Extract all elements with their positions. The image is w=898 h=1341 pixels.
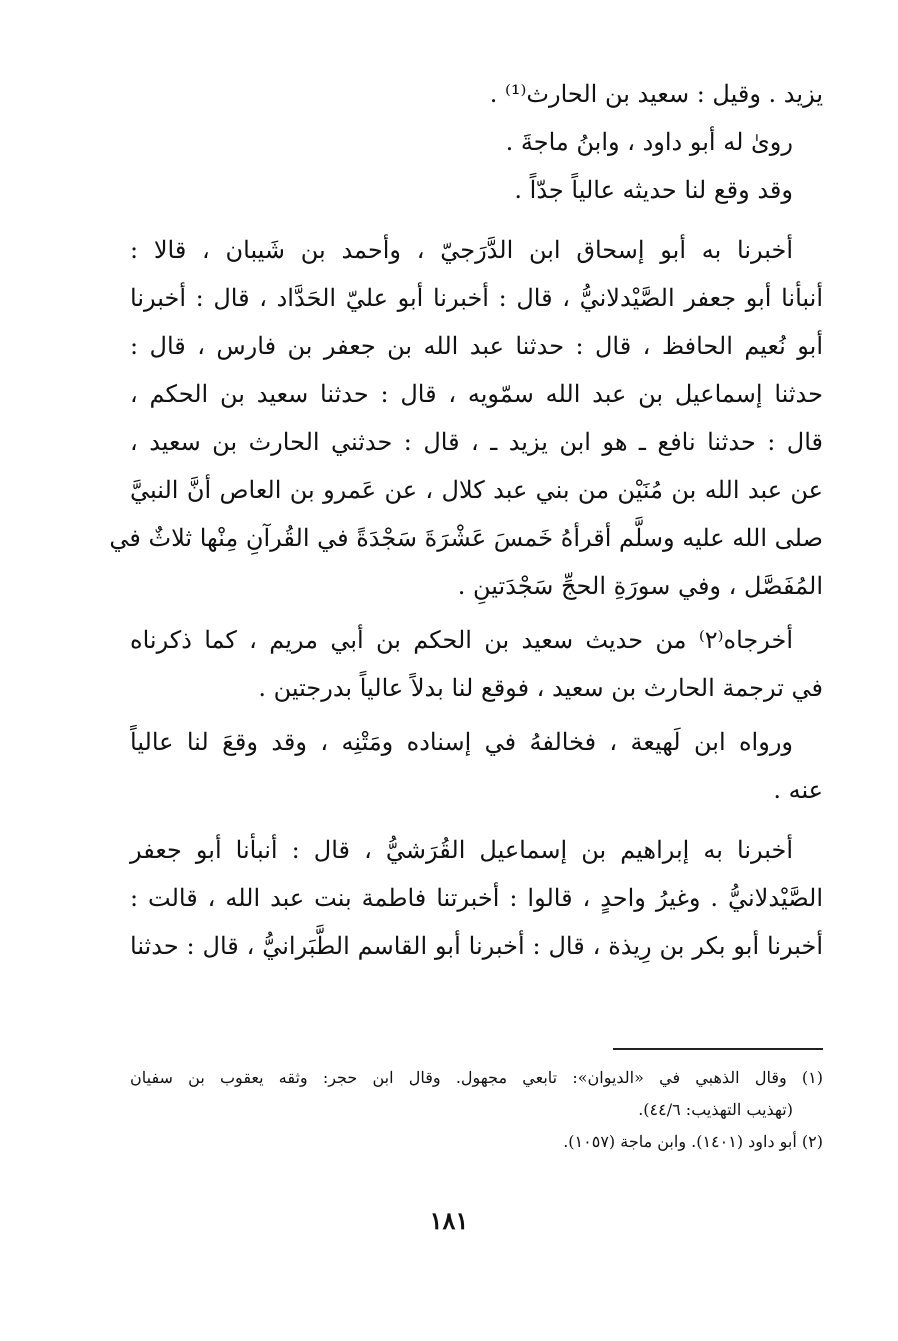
text-line: صلى الله عليه وسلَّم أقرأهُ خَمسَ عَشْرَةَ سَجْدَةً في القُرآنِ مِنْها ثلاثٌ في [109, 524, 823, 552]
text-line: أبو نُعيم الحافظ ، قال : حدثنا عبد الله بن جعفر بن فارس ، قال : [130, 332, 823, 360]
text-line: وقد وقع لنا حديثه عالياً جدّاً . [514, 176, 793, 204]
text-line: ورواه ابن لَهيعة ، فخالفهُ في إسناده ومَتْنِه ، وقد وقعَ لنا عالياً [130, 728, 793, 756]
text-line: المُفَصَّل ، وفي سورَةِ الحجِّ سَجْدَتينِ . [457, 572, 823, 600]
main-text [109, 70, 823, 970]
paragraph-gap [130, 814, 823, 826]
footnotes [130, 1048, 823, 1158]
text-line: قال : حدثنا نافع ـ هو ابن يزيد ـ ، قال : حدثني الحارث بن سعيد ، [130, 428, 823, 456]
footnote-2: (٢) أبو داود (١٤٠١). وابن ماجة (١٠٥٧). [563, 1132, 823, 1151]
text-line: أنبأنا أبو جعفر الصَّيْدلانيُّ ، قال : أخبرنا أبو عليّ الحَدَّاد ، قال : أخبرنا [130, 284, 823, 312]
text-line: يزيد . وقيل : سعيد بن الحارث⁽¹⁾ . [489, 80, 823, 108]
footnote-divider [613, 1048, 823, 1050]
text-line: حدثنا إسماعيل بن عبد الله سمّويه ، قال : حدثنا سعيد بن الحكم ، [130, 380, 823, 408]
text-line: أخبرنا به أبو إسحاق ابن الدَّرَجيّ ، وأحمد بن شَيبان ، قالا : [130, 236, 793, 264]
text-line: أخبرنا أبو بكر بن رِيذة ، قال : أخبرنا أبو القاسم الطَّبَرانيُّ ، قال : حدثنا [130, 932, 823, 960]
text-line: روىٰ له أبو داود ، وابنُ ماجةَ . [505, 128, 793, 156]
footnote-1: (١) وقال الذهبي في «الديوان»: تابعي مجهول. وقال ابن حجر: وثقه يعقوب بن سفيان [130, 1068, 823, 1087]
text-line: في ترجمة الحارث بن سعيد ، فوقع لنا بدلاً عالياً بدرجتين . [258, 674, 823, 702]
text-line: الصَّيْدلانيُّ . وغيرُ واحدٍ ، قالوا : أخبرتنا فاطمة بنت عبد الله ، قالت : [130, 884, 823, 912]
text-line: أخرجاه⁽٢⁾ من حديث سعيد بن الحكم بن أبي مريم ، كما ذكرناه [130, 626, 794, 654]
text-line: أخبرنا به إبراهيم بن إسماعيل القُرَشيُّ ، قال : أنبأنا أبو جعفر [130, 836, 793, 864]
page-number: ١٨١ [429, 1206, 469, 1235]
footnote-1-continuation: (تهذيب التهذيب: ٤٤/٦). [638, 1100, 793, 1119]
text-line: عن عبد الله بن مُنَيْن من بني عبد كلال ، عن عَمرو بن العاص أنَّ النبيَّ [130, 476, 823, 504]
text-line: عنه . [773, 776, 823, 804]
paragraph-gap [130, 214, 823, 226]
